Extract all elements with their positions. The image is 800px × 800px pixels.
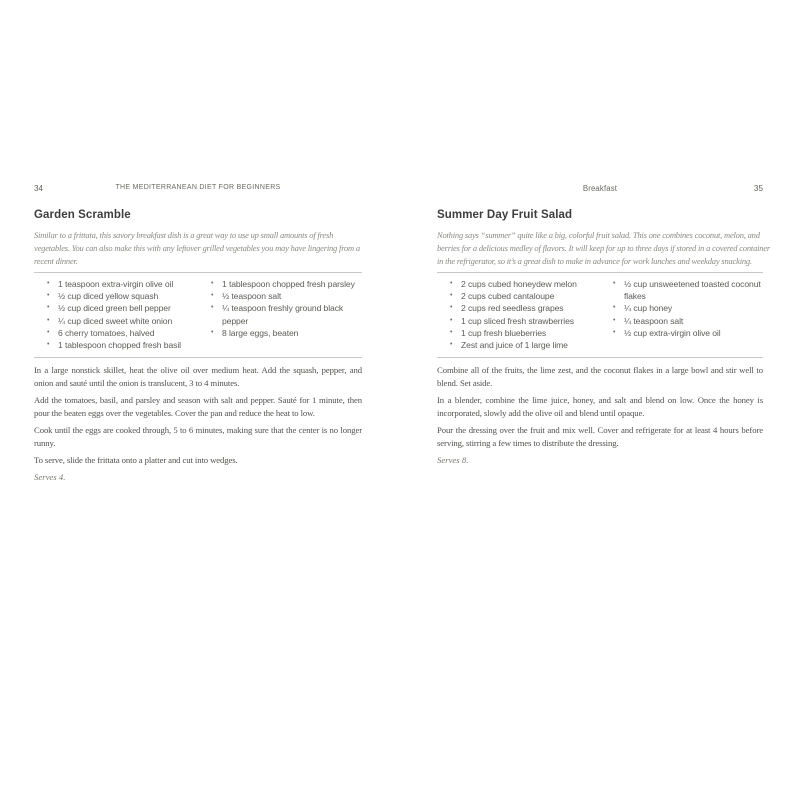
intro-line: in the refrigerator, so it’s a great dish to make in advance for work lunches and weekday snacking. xyxy=(437,256,752,266)
ingredient-item: • ¼ teaspoon salt xyxy=(600,315,763,327)
ingredient-item: • 2 cups cubed honeydew melon xyxy=(437,278,600,290)
ingredient-item: • ¼ teaspoon freshly ground black pepper xyxy=(198,302,362,326)
instruction-paragraph: In a large nonstick skillet, heat the olive oil over medium heat. Add the squash, pepper, and onion and sauté until the onion is translucent, 3 to 4 minutes. xyxy=(34,365,362,389)
instruction-paragraph: Combine all of the fruits, the lime zest, and the coconut flakes in a large bowl and stir well to blend. Set aside. xyxy=(437,365,763,389)
instruction-paragraph: Cook until the eggs are cooked through, 5 to 6 minutes, making sure that the center is no longer runny. xyxy=(34,425,362,449)
ingredient-item: • 1 cup sliced fresh strawberries xyxy=(437,315,600,327)
recipe-intro-right xyxy=(437,229,771,268)
ingredient-item: • 1 tablespoon chopped fresh basil xyxy=(34,339,198,351)
intro-line: Similar to a frittata, this savory breakfast dish is a great way to use up small amounts of fresh xyxy=(34,230,334,240)
ingredient-item: • 6 cherry tomatoes, halved xyxy=(34,327,198,339)
recipe-title-summer-day-fruit-salad: Summer Day Fruit Salad xyxy=(437,209,573,221)
instruction-paragraph: Pour the dressing over the fruit and mix well. Cover and refrigerate for at least 4 hours before serving, stirring a few times to distribute the dressing. xyxy=(437,425,763,449)
ingredient-item: • ½ cup extra-virgin olive oil xyxy=(600,327,763,339)
ingredient-item: • Zest and juice of 1 large lime xyxy=(437,339,600,351)
running-head-right xyxy=(437,184,763,196)
ingredient-item: • 1 tablespoon chopped fresh parsley xyxy=(198,278,362,290)
intro-line: Nothing says “summer” quite like a big, colorful fruit salad. This one combines coconut, melon, and xyxy=(437,230,760,240)
instruction-paragraph: Add the tomatoes, basil, and parsley and season with salt and pepper. Sauté for 1 minute, then pour the beaten eggs over the vegetables. Cover the pan and reduce the heat to low. xyxy=(34,395,362,419)
divider-bottom-right xyxy=(437,357,763,358)
ingredients-column-2 xyxy=(198,278,362,351)
page-number-left: 34 xyxy=(34,184,44,193)
ingredients-column-2 xyxy=(600,278,763,351)
ingredient-item: • 2 cups red seedless grapes xyxy=(437,302,600,314)
serves-note-right: Serves 8. xyxy=(437,455,469,466)
ingredient-item: • 2 cups cubed cantaloupe xyxy=(437,290,600,302)
running-head-left xyxy=(34,184,362,196)
divider-bottom-left xyxy=(34,357,362,358)
serves-note-left: Serves 4. xyxy=(34,472,66,483)
page-left xyxy=(34,184,362,484)
ingredient-item: • ½ cup unsweetened toasted coconut flakes xyxy=(600,278,763,302)
recipe-title-garden-scramble: Garden Scramble xyxy=(34,209,131,221)
intro-line: berries for a delicious medley of flavors. It will keep for up to three days if stored in a covered container xyxy=(437,243,771,253)
intro-line: vegetables. You can also make this with any leftover grilled vegetables you may have lingering from a xyxy=(34,243,360,253)
intro-line: recent dinner. xyxy=(34,256,78,266)
page-right xyxy=(437,184,771,467)
ingredients-column-1 xyxy=(34,278,198,351)
ingredient-item: • 8 large eggs, beaten xyxy=(198,327,362,339)
ingredients-left xyxy=(34,273,362,353)
instruction-paragraph: To serve, slide the frittata onto a platter and cut into wedges. xyxy=(34,455,238,466)
chapter-running-head: Breakfast xyxy=(582,184,618,193)
ingredient-item: • 1 teaspoon extra-virgin olive oil xyxy=(34,278,198,290)
ingredient-item: • ½ teaspoon salt xyxy=(198,290,362,302)
recipe-intro-left xyxy=(34,229,362,268)
page-number-right: 35 xyxy=(753,184,763,193)
ingredient-item: • ½ cup diced yellow squash xyxy=(34,290,198,302)
book-title-running-head: THE MEDITERRANEAN DIET FOR BEGINNERS xyxy=(115,184,281,191)
ingredient-item: • ¼ cup diced sweet white onion xyxy=(34,315,198,327)
ingredient-item: • 1 cup fresh blueberries xyxy=(437,327,600,339)
ingredients-column-1 xyxy=(437,278,600,351)
ingredients-right xyxy=(437,273,763,353)
instruction-paragraph: In a blender, combine the lime juice, honey, and salt and blend on low. Once the honey is incorporated, slowly add the olive oil and blend until opaque. xyxy=(437,395,763,419)
ingredient-item: • ¼ cup honey xyxy=(600,302,763,314)
ingredient-item: • ½ cup diced green bell pepper xyxy=(34,302,198,314)
